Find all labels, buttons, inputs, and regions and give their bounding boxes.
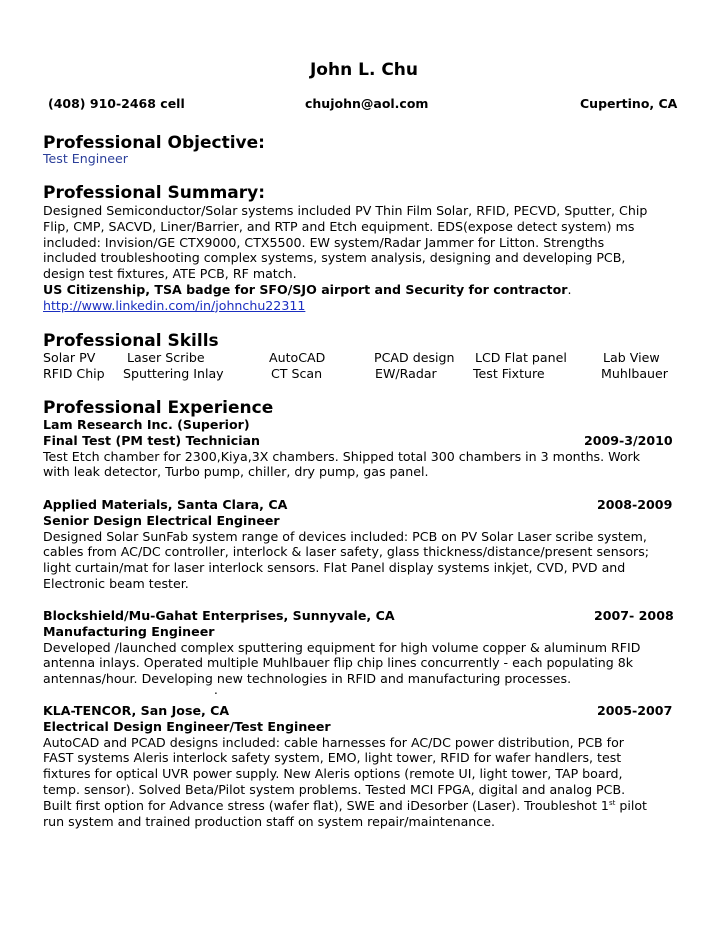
- skill-item: Muhlbauer: [601, 366, 668, 381]
- job-line: Electronic beam tester.: [43, 575, 189, 591]
- job-dates: 2007- 2008: [594, 608, 674, 623]
- job-company: KLA-TENCOR, San Jose, CA: [43, 703, 230, 718]
- job-entry: [43, 417, 683, 480]
- skills-row: [43, 366, 703, 382]
- job-title: Electrical Design Engineer/Test Engineer: [43, 718, 331, 734]
- summary-heading: Professional Summary:: [43, 183, 266, 203]
- job-line: Test Etch chamber for 2300,Kiya,3X chambers. Shipped total 300 chambers in 3 months. Work: [43, 448, 641, 464]
- skill-item: Test Fixture: [473, 366, 545, 381]
- job-line: antennas/hour. Developing new technologies in RFID and manufacturing processes.: [43, 671, 572, 687]
- job-title: Manufacturing Engineer: [43, 623, 215, 639]
- ordinal-suffix: st: [608, 798, 616, 807]
- skill-item: Solar PV: [43, 350, 96, 365]
- job-line: run system and trained production staff on system repair/maintenance.: [43, 813, 495, 829]
- job-company: Blockshield/Mu-Gahat Enterprises, Sunnyvale, CA: [43, 608, 395, 623]
- job-line: fixtures for optical UVR power supply. New Aleris options (remote UI, light tower, TAP board,: [43, 766, 623, 782]
- skill-item: RFID Chip: [43, 366, 105, 381]
- job-company: Applied Materials, Santa Clara, CA: [43, 497, 288, 512]
- location: Cupertino, CA: [580, 96, 678, 111]
- linkedin-link[interactable]: http://www.linkedin.com/in/johnchu22311: [43, 297, 306, 313]
- phone-number: (408) 910-2468 cell: [48, 96, 185, 111]
- summary-line: Flip, CMP, SACVD, Liner/Barrier, and RTP and Etch equipment. EDS(expose detect system) ms: [43, 218, 635, 234]
- skill-item: Lab View: [603, 350, 660, 365]
- job-title: Senior Design Electrical Engineer: [43, 512, 280, 528]
- job-line: cables from AC/DC controller, interlock & laser safety, glass thickness/distance/present sensors;: [43, 544, 650, 560]
- skills-row: [43, 350, 703, 366]
- job-entry: [43, 703, 703, 829]
- job-line: AutoCAD and PCAD designs included: cable harnesses for AC/DC power distribution, PCB for: [43, 734, 624, 750]
- skill-item: CT Scan: [271, 366, 323, 381]
- job-line: light curtain/mat for laser interlock sensors. Flat Panel display systems inkjet, CVD, PVD and: [43, 560, 626, 576]
- job-line: FAST systems Aleris interlock safety system, EMO, light tower, RFID for wafer handlers, test: [43, 750, 622, 766]
- summary-line: Designed Semiconductor/Solar systems included PV Thin Film Solar, RFID, PECVD, Sputter, Chip: [43, 203, 648, 218]
- skill-item: PCAD design: [374, 350, 455, 365]
- job-title: Final Test (PM test) Technician: [43, 432, 260, 448]
- candidate-name: John L. Chu: [309, 60, 419, 80]
- skill-item: AutoCAD: [269, 350, 326, 365]
- job-line-part: pilot: [615, 797, 647, 813]
- job-company: Lam Research Inc. (Superior): [43, 417, 250, 432]
- job-line: antenna inlays. Operated multiple Muhlbauer flip chip lines concurrently - each populating 8k: [43, 655, 634, 671]
- summary-line: included troubleshooting complex systems, system analysis, designing and developing PCB,: [43, 250, 626, 266]
- objective-text: Test Engineer: [43, 151, 128, 166]
- summary-text: [43, 203, 647, 314]
- summary-line: design test fixtures, ATE PCB, RF match.: [43, 266, 297, 282]
- skills-heading: Professional Skills: [43, 331, 219, 351]
- job-line: Developed /launched complex sputtering equipment for high volume copper & aluminum RFID: [43, 639, 641, 655]
- job-dates: 2005-2007: [597, 703, 673, 718]
- skill-item: LCD Flat panel: [475, 350, 567, 365]
- job-dates: 2009-3/2010: [584, 433, 673, 448]
- job-dates: 2008-2009: [597, 497, 673, 512]
- objective-heading: Professional Objective:: [43, 133, 265, 153]
- citizenship-period: .: [567, 281, 572, 297]
- skill-item: EW/Radar: [375, 366, 437, 381]
- skill-item: Laser Scribe: [127, 350, 205, 365]
- skill-item: Sputtering Inlay: [123, 366, 224, 381]
- summary-line: included: Invision/GE CTX9000, CTX5500. EW system/Radar Jammer for Litton. Strengths: [43, 234, 605, 250]
- citizenship-text: US Citizenship, TSA badge for SFO/SJO airport and Security for contractor: [43, 281, 568, 297]
- job-line: Designed Solar SunFab system range of devices included: PCB on PV Solar Laser scribe system,: [43, 528, 647, 544]
- citizenship-line: [43, 282, 647, 298]
- job-line-part: Built first option for Advance stress (wafer flat), SWE and iDesorber (Laser). Troubleshot 1: [43, 797, 609, 813]
- job-entry: [43, 608, 683, 687]
- job-line: with leak detector, Turbo pump, chiller, dry pump, gas panel.: [43, 464, 429, 480]
- job-line: [43, 798, 703, 814]
- email-address: chujohn@aol.com: [305, 96, 429, 111]
- stray-mark: .: [214, 683, 218, 697]
- job-entry: [43, 497, 683, 592]
- experience-heading: Professional Experience: [43, 398, 274, 418]
- job-line: temp. sensor). Solved Beta/Pilot system problems. Tested MCI FPGA, digital and analog PCB.: [43, 781, 626, 797]
